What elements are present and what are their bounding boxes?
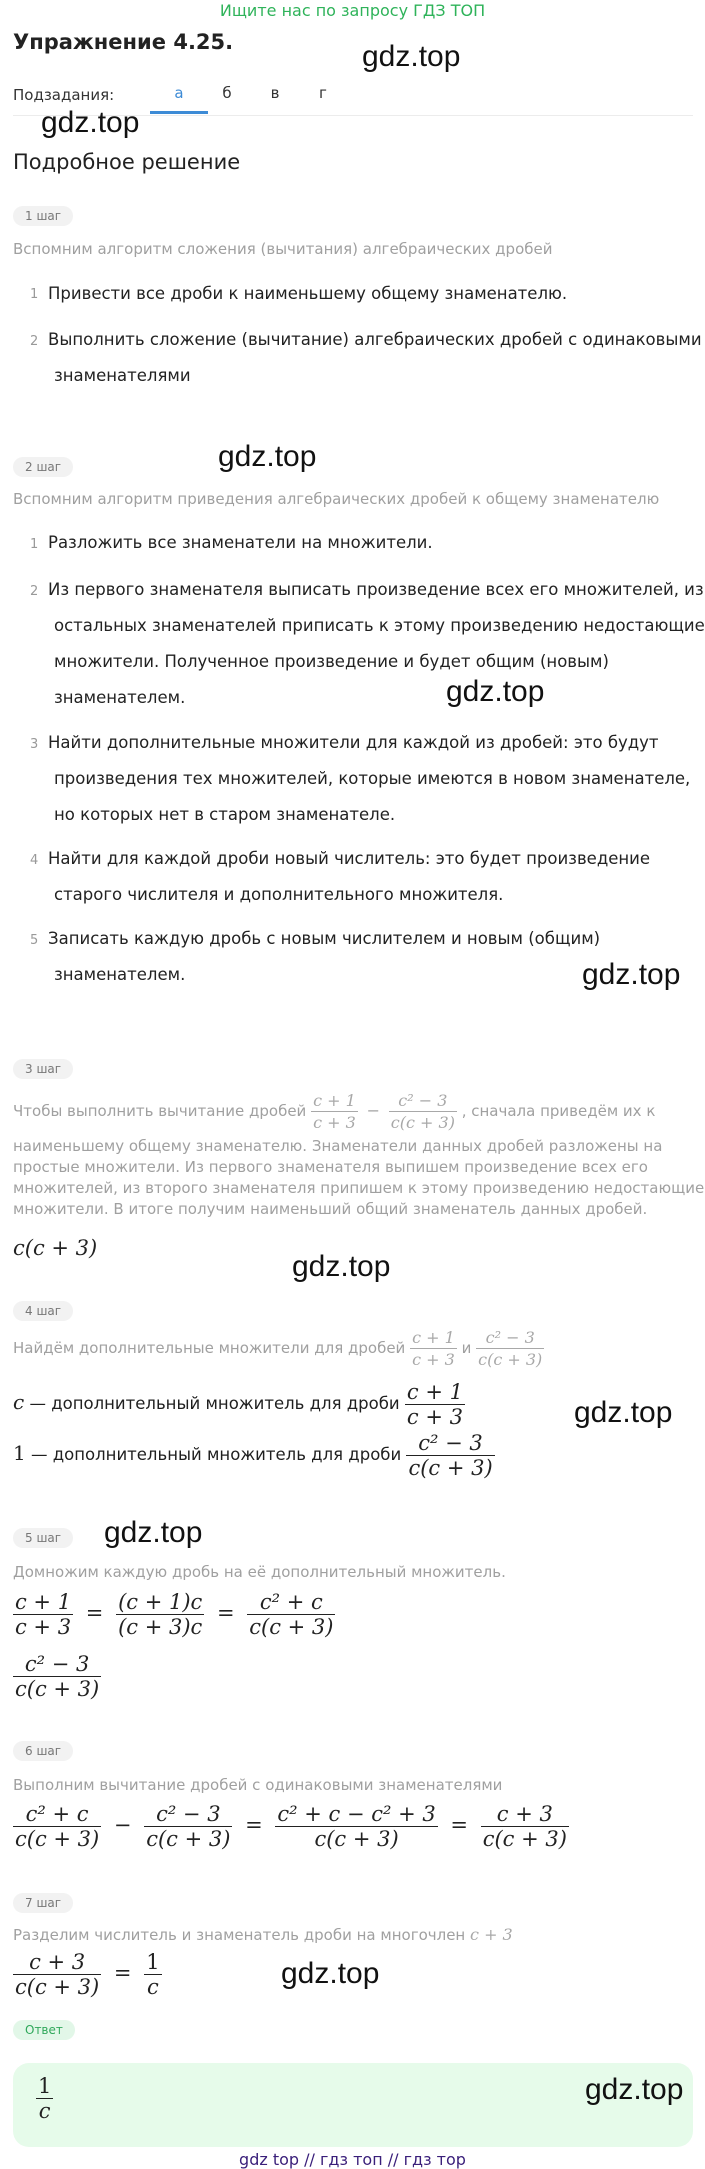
list-number: 2 [30, 334, 39, 349]
list-item: множители. Полученное произведение и будет общим (новым) [54, 652, 609, 671]
fraction [275, 1802, 437, 1851]
tab-g[interactable]: г [319, 84, 327, 102]
fraction-numerator: 1 [146, 1950, 160, 1974]
fraction [36, 2074, 53, 2123]
equation [13, 1590, 335, 1639]
fraction-denominator: c(c + 3) [249, 1615, 334, 1639]
equals-sign: = [216, 1601, 235, 1625]
step-pill: 1 шаг [13, 206, 73, 226]
fraction-denominator: c [36, 2098, 53, 2123]
fraction-numerator: c + 3 [29, 1950, 86, 1974]
fraction-denominator: c(c + 3) [275, 1826, 437, 1851]
fraction [144, 1802, 232, 1851]
paragraph-line: множителей, из второго знаменателя припишем к этому произведению недостающие [13, 1179, 705, 1197]
fraction [13, 1652, 101, 1701]
step-pill: 6 шаг [13, 1741, 73, 1761]
step-intro: Выполним вычитание дробей с одинаковыми знаменателями [13, 1776, 503, 1794]
step-intro: Вспомним алгоритм приведения алгебраических дробей к общему знаменателю [13, 490, 660, 508]
fraction-denominator: (c + 3)c [118, 1615, 203, 1639]
fraction-numerator: c + 1 [313, 1091, 356, 1110]
equals-sign: = [113, 1961, 132, 1985]
fraction-numerator: c² + c [259, 1590, 323, 1614]
watermark: gdz.top [218, 440, 317, 473]
fraction-numerator: c + 1 [15, 1590, 72, 1614]
fraction-denominator: c(c + 3) [390, 1113, 455, 1132]
fraction [13, 1590, 73, 1639]
fraction-numerator: (c + 1)c [118, 1590, 203, 1614]
equals-sign: = [450, 1813, 469, 1837]
list-item: Выполнить сложение (вычитание) алгебраических дробей с одинаковыми [48, 330, 702, 349]
watermark: gdz.top [104, 1516, 203, 1549]
fraction [247, 1590, 335, 1639]
fraction-denominator: c(c + 3) [15, 1677, 100, 1701]
fraction-numerator: 1 [38, 2074, 52, 2098]
fraction-numerator: c² + c [25, 1802, 89, 1826]
minus-sign: − [113, 1813, 132, 1837]
fraction [406, 1431, 494, 1480]
watermark: gdz.top [292, 1250, 391, 1283]
fraction-numerator: c² + c − c² + 3 [277, 1802, 436, 1826]
list-item: старого числителя и дополнительного множителя. [54, 885, 504, 904]
step-pill: 3 шаг [13, 1059, 73, 1079]
list-item: знаменателем. [54, 688, 186, 707]
fraction [311, 1090, 358, 1133]
fraction-numerator: c + 3 [496, 1802, 553, 1826]
tab-v[interactable]: в [270, 84, 280, 102]
polynomial: c + 3 [470, 1925, 513, 1944]
fraction-numerator: c² − 3 [418, 1431, 483, 1455]
fraction [13, 1950, 101, 1999]
factor-text: — дополнительный множитель для дроби [25, 1445, 402, 1464]
list-item: остальных знаменателей приписать к этому произведению недостающие [54, 616, 705, 635]
fraction-numerator: c + 1 [406, 1380, 463, 1404]
fraction-denominator: c [144, 1974, 161, 1999]
step-intro-text: Разделим числитель и знаменатель дроби на многочлен [13, 1926, 466, 1944]
fraction-numerator: c² − 3 [485, 1328, 535, 1347]
list-item: знаменателем. [54, 965, 186, 984]
equation [13, 1802, 569, 1851]
list-item: произведения тех множителей, которые имеются в новом знаменателе, [54, 769, 691, 788]
equation [13, 1950, 162, 1999]
step-pill: 4 шаг [13, 1301, 73, 1321]
paragraph-line: множители. В итоге получим наименьший общий знаменатель данных дробей. [13, 1200, 648, 1218]
list-number: 5 [30, 933, 39, 948]
equals-sign: = [85, 1601, 104, 1625]
list-item: знаменателями [54, 366, 191, 385]
watermark: gdz.top [574, 1396, 673, 1429]
list-number: 2 [30, 584, 39, 599]
fraction [476, 1327, 544, 1370]
paragraph-line: простые множители. Из первого знаменателя выпишем произведение всех его [13, 1158, 648, 1176]
fraction-denominator: c(c + 3) [146, 1827, 231, 1851]
watermark: gdz.top [362, 40, 461, 73]
watermark: gdz.top [585, 2073, 684, 2106]
fraction-denominator: c(c + 3) [408, 1456, 493, 1480]
factor-variable: 1 [13, 1441, 26, 1465]
and-word: и [461, 1339, 472, 1357]
answer-value [36, 2074, 53, 2123]
fraction-denominator: c(c + 3) [15, 1827, 100, 1851]
watermark: gdz.top [582, 958, 681, 991]
watermark: gdz.top [446, 675, 545, 708]
solution-heading: Подробное решение [13, 150, 241, 174]
minus-sign: − [366, 1101, 380, 1120]
fraction [13, 1802, 101, 1851]
list-item: Привести все дроби к наименьшему общему знаменателю. [48, 284, 568, 303]
watermark: gdz.top [281, 1957, 380, 1990]
fraction [405, 1380, 465, 1429]
active-tab-indicator [150, 111, 208, 114]
list-item: но которых нет в старом знаменателе. [54, 805, 396, 824]
step-pill: 5 шаг [13, 1528, 73, 1548]
list-item: Найти для каждой дроби новый числитель: это будет произведение [48, 849, 651, 868]
math-result: c(c + 3) [13, 1236, 98, 1260]
fraction-numerator: c² − 3 [398, 1091, 448, 1110]
tab-b[interactable]: б [222, 84, 232, 102]
list-number: 4 [30, 853, 39, 868]
factor-variable: c [13, 1390, 25, 1414]
fraction-denominator: c + 3 [406, 1405, 463, 1429]
promo-banner[interactable]: Ищите нас по запросу ГДЗ ТОП [219, 1, 486, 20]
list-number: 3 [30, 737, 39, 752]
tab-a[interactable]: а [174, 84, 184, 102]
equals-sign: = [245, 1813, 263, 1837]
page-title: Упражнение 4.25. [13, 30, 234, 54]
factor-text: — дополнительный множитель для дроби [24, 1394, 400, 1413]
step-intro-text: , сначала приведём их к [461, 1102, 656, 1120]
fraction-denominator: c + 3 [412, 1350, 455, 1369]
fraction [389, 1090, 457, 1133]
step-intro [13, 1327, 544, 1370]
fraction-denominator: c(c + 3) [15, 1975, 100, 1999]
equation [13, 1652, 101, 1701]
step-pill: 2 шаг [13, 457, 73, 477]
fraction-denominator: c(c + 3) [478, 1350, 543, 1369]
fraction-numerator: c + 1 [412, 1328, 455, 1347]
step-intro-text: Чтобы выполнить вычитание дробей [13, 1102, 307, 1120]
step-pill: 7 шаг [13, 1893, 73, 1913]
list-item: Из первого знаменателя выписать произведение всех его множителей, из [48, 580, 704, 599]
paragraph-line: наименьшему общему знаменателю. Знаменатели данных дробей разложены на [13, 1137, 663, 1155]
fraction-numerator: c² − 3 [24, 1652, 90, 1676]
step-intro [13, 1925, 513, 1944]
answer-pill: Ответ [13, 2020, 75, 2040]
fraction [116, 1590, 204, 1639]
fraction [410, 1327, 457, 1370]
fraction [481, 1802, 569, 1851]
step-intro: Вспомним алгоритм сложения (вычитания) алгебраических дробей [13, 240, 553, 258]
fraction-denominator: c + 3 [15, 1615, 72, 1639]
footer-links[interactable]: gdz top // гдз топ // гдз тор [239, 2150, 466, 2169]
step-intro: Домножим каждую дробь на её дополнительный множитель. [13, 1563, 506, 1581]
watermark: gdz.top [41, 106, 140, 139]
step-intro-text: Найдём дополнительные множители для дробей [13, 1339, 406, 1357]
factor-row [13, 1380, 465, 1429]
list-item: Разложить все знаменатели на множители. [48, 533, 433, 552]
factor-row [13, 1431, 495, 1480]
list-number: 1 [30, 287, 39, 302]
fraction [144, 1950, 161, 1999]
fraction-denominator: c + 3 [313, 1113, 356, 1132]
list-number: 1 [30, 537, 39, 552]
list-item: Записать каждую дробь с новым числителем и новым (общим) [48, 929, 601, 948]
fraction-denominator: c(c + 3) [482, 1827, 567, 1851]
subtasks-label: Подзадания: [13, 86, 115, 104]
fraction-numerator: c² − 3 [156, 1802, 221, 1826]
list-item: Найти дополнительные множители для каждой из дробей: это будут [48, 733, 659, 752]
step-intro [13, 1090, 655, 1133]
